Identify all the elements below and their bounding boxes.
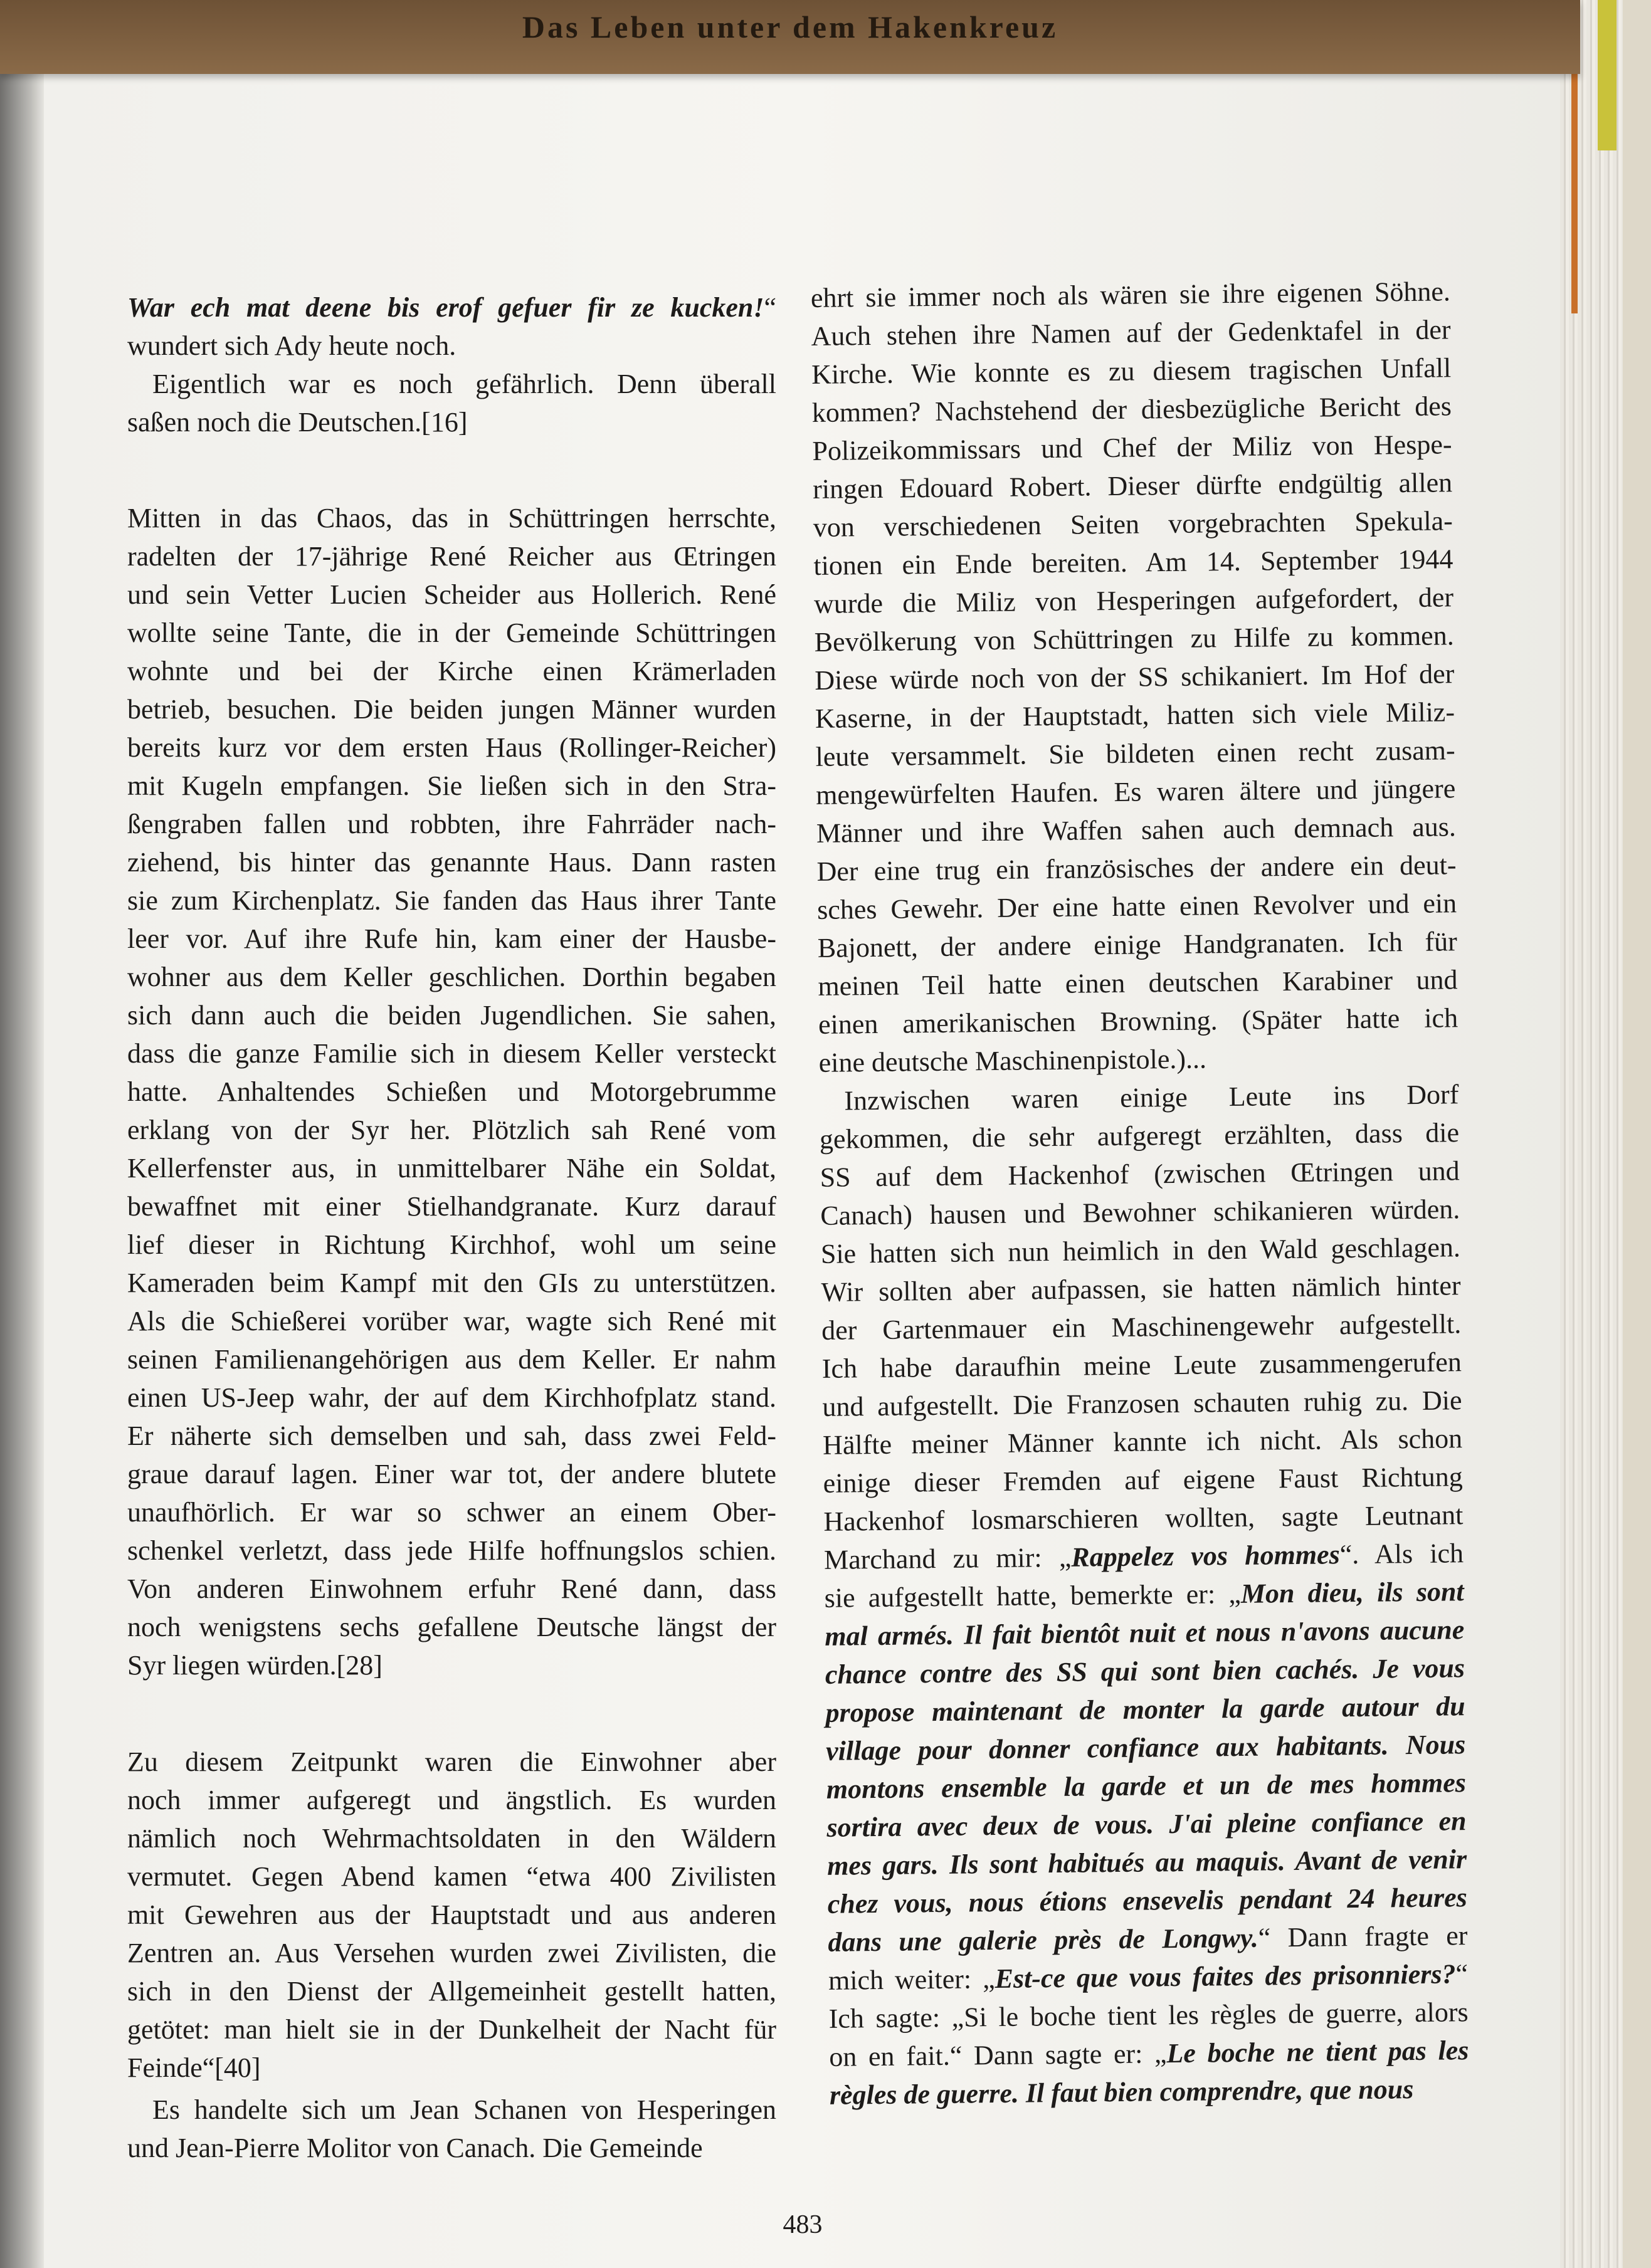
text-line	[127, 1073, 776, 1111]
text-segment: mich weiter: „	[828, 1963, 995, 1996]
text-segment: Ich sagte: „Si le boche tient les règles de guerre, alors	[828, 1997, 1469, 2034]
text-segment: graue darauf lagen. Einer war tot, der andere blutete	[127, 1459, 776, 1489]
italic-quote: Mon dieu, ils sont	[1240, 1576, 1464, 1609]
text-line	[815, 693, 1455, 738]
text-segment: Canach) hausen und Bewohner schikanieren würden.	[820, 1194, 1460, 1231]
text-line	[127, 1934, 776, 1972]
text-segment: Zu diesem Zeitpunkt waren die Einwohner aber	[127, 1746, 776, 1777]
text-segment: Kirche. Wie konnte es zu diesem tragischen Unfall	[811, 352, 1452, 390]
text-line	[814, 578, 1454, 623]
text-segment: mit Kugeln empfangen. Sie ließen sich in den Stra-	[127, 770, 776, 801]
text-line	[127, 537, 776, 575]
text-line	[820, 1190, 1460, 1235]
text-line	[127, 1781, 776, 1819]
text-segment: Kaserne, in der Hauptstadt, hatten sich viele Miliz-	[815, 696, 1455, 734]
text-segment: unaufhörlich. Er war so schwer an einem Ober-	[127, 1497, 776, 1528]
text-line	[127, 1340, 776, 1378]
text-line	[818, 999, 1458, 1044]
text-line	[827, 1878, 1467, 1923]
text-segment: bewaffnet mit einer Stielhandgranate. Kurz darauf	[127, 1191, 776, 1222]
text-line	[127, 996, 776, 1034]
text-segment: schenkel verletzt, dass jede Hilfe hoffnungslos schien.	[127, 1535, 776, 1566]
text-line	[812, 387, 1452, 432]
text-line	[127, 1857, 776, 1896]
text-segment: mit Gewehren aus der Hauptstadt und aus anderen	[127, 1899, 776, 1930]
text-line	[127, 1302, 776, 1340]
text-line	[813, 463, 1453, 508]
text-line	[127, 1493, 776, 1531]
text-segment: ringen Edouard Robert. Dieser dürfte endgültig allen	[812, 467, 1453, 505]
text-line	[127, 614, 776, 652]
text-line	[815, 731, 1455, 776]
paragraph	[127, 288, 776, 365]
text-line	[811, 310, 1451, 355]
italic-quote: propose maintenant de monter la garde autour du	[825, 1691, 1465, 1728]
text-line	[826, 1725, 1466, 1770]
paragraph	[127, 1743, 776, 2087]
paragraph	[127, 365, 776, 441]
text-line	[127, 652, 776, 690]
italic-quote: chez vous, nous étions ensevelis pendant 24 heures	[827, 1882, 1468, 1919]
text-line	[818, 960, 1458, 1005]
text-line	[827, 1840, 1467, 1885]
text-line	[127, 690, 776, 728]
chapter-title: Das Leben unter dem Hakenkreuz	[522, 9, 1058, 45]
text-line	[127, 805, 776, 843]
text-segment: getötet: man hielt sie in der Dunkelheit der Nacht für	[127, 2014, 776, 2045]
italic-quote: Le boche ne tient pas les	[1166, 2035, 1469, 2069]
text-line	[127, 1608, 776, 1646]
text-line	[811, 272, 1451, 317]
text-segment: und aufgestellt. Die Franzosen schauten ruhig zu. Die	[822, 1385, 1462, 1422]
text-line	[816, 846, 1457, 891]
text-segment: radelten der 17-jährige René Reicher aus Œtringen	[127, 541, 776, 572]
paragraph	[127, 2091, 776, 2167]
text-segment: Auch stehen ihre Namen auf der Gedenktafel in der	[811, 314, 1451, 352]
text-segment: bereits kurz vor dem ersten Haus (Rollinger-Reicher)	[127, 732, 776, 763]
page-edges	[1560, 0, 1651, 2268]
italic-quote: mes gars. Ils sont habitués au maquis. Avant de venir	[826, 1844, 1467, 1881]
paragraph	[819, 1075, 1469, 2114]
text-segment: einen US-Jeep wahr, der auf dem Kirchhofplatz stand.	[127, 1382, 776, 1413]
text-line	[127, 1972, 776, 2010]
text-segment: betrieb, besuchen. Die beiden jungen Männer wurden	[127, 694, 776, 725]
text-segment: seinen Familienangehörigen aus dem Keller. Er nahm	[127, 1344, 776, 1375]
text-line	[811, 349, 1452, 394]
text-line	[814, 616, 1454, 661]
text-segment: Polizeikommissars und Chef der Miliz von Hespe-	[812, 429, 1452, 466]
text-line	[127, 728, 776, 767]
text-line	[816, 807, 1457, 853]
text-segment: wurde die Miliz von Hesperingen aufgefordert, der	[813, 582, 1454, 619]
text-line	[127, 575, 776, 614]
italic-quote: Rappelez vos hommes	[1071, 1539, 1340, 1573]
text-segment: hatte. Anhaltendes Schießen und Motorgebrumme	[127, 1076, 776, 1107]
text-segment: Syr liegen würden.[28]	[127, 1650, 382, 1681]
text-segment: und Jean-Pierre Molitor von Canach. Die Gemeinde	[127, 2133, 703, 2163]
paragraph	[127, 499, 776, 1684]
text-line	[127, 1111, 776, 1149]
text-line	[816, 769, 1456, 814]
text-segment: der Gartenmauer ein Maschinengewehr aufgestellt.	[821, 1308, 1462, 1346]
text-segment: erklang von der Syr her. Plötzlich sah René vom	[127, 1115, 776, 1145]
text-segment: Eigentlich war es noch gefährlich. Denn überall	[152, 369, 776, 399]
text-segment: Zentren an. Aus Versehen wurden zwei Zivilisten, die	[127, 1938, 776, 1968]
text-segment: leute versammelt. Sie bildeten einen recht zusam-	[815, 735, 1455, 772]
text-segment: tionen ein Ende bereiten. Am 14. September 1944	[813, 543, 1453, 581]
text-segment: sie zum Kirchenplatz. Sie fanden das Haus ihrer Tante	[127, 885, 776, 916]
text-segment: Feinde“[40]	[127, 2052, 261, 2083]
text-line	[127, 958, 776, 996]
text-segment: meinen Teil hatte einen deutschen Karabiner und	[818, 964, 1458, 1002]
text-segment: Mitten in das Chaos, das in Schüttringen herrschte,	[127, 503, 776, 533]
text-line	[127, 365, 776, 403]
text-segment: noch wenigstens sechs gefallene Deutsche längst der	[127, 1612, 776, 1642]
text-segment: Er näherte sich demselben und sah, dass zwei Feld-	[127, 1420, 776, 1451]
text-segment: wundert sich Ady heute noch.	[127, 330, 456, 361]
text-segment: Diese würde noch von der SS schikaniert. Im Hof der	[815, 658, 1455, 696]
text-segment: nämlich noch Wehrmachtsoldaten in den Wäldern	[127, 1823, 776, 1854]
text-line	[825, 1610, 1465, 1656]
text-segment: ziehend, bis hinter das genannte Haus. Dann rasten	[127, 847, 776, 878]
text-line	[127, 1149, 776, 1187]
italic-quote: Est-ce que vous faites des prisonniers?	[994, 1958, 1456, 1995]
text-segment: von verschiedenen Seiten vorgebrachten Spekula-	[813, 505, 1453, 543]
text-line	[819, 1075, 1459, 1120]
text-segment: wohner aus dem Keller geschlichen. Dorthin begaben	[127, 962, 776, 992]
text-line	[127, 1531, 776, 1570]
text-segment: kommen? Nachstehend der diesbezügliche Bericht des	[811, 391, 1452, 428]
italic-quote: dans une galerie près de Longwy.	[828, 1922, 1259, 1958]
text-line	[127, 843, 776, 881]
text-segment: einige dieser Fremden auf eigene Faust Richtung	[823, 1461, 1463, 1499]
text-line	[127, 403, 776, 441]
text-segment: sich in den Dienst der Allgemeinheit gestellt hatten,	[127, 1976, 776, 2007]
text-line	[828, 1955, 1469, 2000]
text-segment: Hälfte meiner Männer kannte ich nicht. Als schon	[822, 1423, 1463, 1461]
italic-quote: montons ensemble la garde et un de mes hommes	[826, 1767, 1467, 1805]
text-segment: gekommen, die sehr aufgeregt erzählten, dass die	[819, 1117, 1460, 1155]
text-segment: Bajonett, der andere einige Handgranaten. Ich für	[817, 926, 1458, 963]
text-line	[829, 2031, 1469, 2076]
text-line	[822, 1381, 1462, 1426]
text-segment: Bevölkerung von Schüttringen zu Hilfe zu kommen.	[814, 620, 1454, 658]
text-line	[820, 1152, 1460, 1197]
text-segment: sches Gewehr. Der eine hatte einen Revolver und ein	[816, 888, 1457, 925]
text-line	[127, 1187, 776, 1226]
italic-quote: village pour donner confiance aux habitants. Nous	[825, 1729, 1466, 1767]
text-segment: einen amerikanischen Browning. (Später hatte ich	[818, 1002, 1458, 1040]
text-line	[818, 1037, 1458, 1082]
text-segment: leer vor. Auf ihre Rufe hin, kam einer der Hausbe-	[127, 923, 776, 954]
text-line	[127, 2129, 776, 2167]
text-segment: Inzwischen waren einige Leute ins Dorf	[844, 1079, 1459, 1116]
text-line	[127, 1034, 776, 1073]
page-number: 483	[783, 2210, 823, 2239]
text-segment: Sie hatten sich nun heimlich in den Wald geschlagen.	[820, 1232, 1461, 1269]
text-line	[822, 1343, 1462, 1388]
text-line	[812, 425, 1452, 470]
text-line	[828, 1993, 1469, 2038]
book-gutter-shadow	[0, 0, 44, 2268]
text-line	[127, 327, 776, 365]
text-segment: noch immer aufgeregt und ängstlich. Es wurden	[127, 1785, 776, 1815]
text-line	[824, 1572, 1464, 1617]
text-line	[127, 1896, 776, 1934]
text-segment: Ich habe daraufhin meine Leute zusammengerufen	[821, 1347, 1462, 1384]
text-line	[127, 1455, 776, 1493]
text-line	[127, 1743, 776, 1781]
text-segment: on en fait.“ Dann sagte er: „	[829, 2038, 1167, 2072]
text-line	[828, 1916, 1468, 1961]
text-segment: Männer und ihre Waffen sahen auch demnach aus.	[816, 811, 1457, 849]
text-line	[815, 654, 1455, 700]
text-segment: eine deutsche Maschinenpistole.)...	[818, 1043, 1207, 1078]
text-line	[823, 1457, 1463, 1503]
text-segment: Wir sollten aber aufpassen, sie hatten nämlich hinter	[821, 1270, 1461, 1308]
text-segment: Der eine trug ein französisches der andere ein deut-	[816, 849, 1457, 887]
text-line	[127, 1378, 776, 1417]
text-line	[825, 1649, 1465, 1694]
text-line	[127, 2049, 776, 2087]
text-segment: Marchand zu mir: „	[823, 1541, 1072, 1575]
text-segment: “	[1455, 1958, 1469, 1990]
text-segment: SS auf dem Hackenhof (zwischen Œtringen und	[820, 1155, 1460, 1193]
text-line	[818, 922, 1458, 967]
text-line	[825, 1687, 1465, 1732]
text-line	[823, 1496, 1464, 1541]
paragraph	[811, 272, 1458, 1082]
text-line	[813, 540, 1453, 585]
text-line	[127, 288, 776, 327]
text-segment: und sein Vetter Lucien Scheider aus Hollerich. René	[127, 579, 776, 610]
text-segment: Hackenhof losmarschieren wollten, sagte Leutnant	[823, 1499, 1464, 1537]
text-segment: Von anderen Einwohnem erfuhr René dann, dass	[127, 1573, 776, 1604]
text-segment: vermutet. Gegen Abend kamen “etwa 400 Zivilisten	[127, 1861, 776, 1892]
text-segment: Es handelte sich um Jean Schanen von Hesperingen	[152, 2094, 776, 2125]
text-line	[821, 1305, 1462, 1350]
italic-quote: mal armés. Il fait bientôt nuit et nous n'avons aucune	[825, 1614, 1465, 1652]
text-segment: sie aufgestellt hatte, bemerkte er: „	[824, 1578, 1242, 1614]
text-segment: Als die Schießerei vorüber war, wagte sich René mit	[127, 1306, 776, 1336]
text-segment: “. Als ich	[1339, 1538, 1464, 1570]
text-line	[127, 1819, 776, 1857]
text-line	[820, 1113, 1460, 1158]
text-line	[127, 1226, 776, 1264]
text-segment: wollte seine Tante, die in der Gemeinde Schüttringen	[127, 617, 776, 648]
text-line	[823, 1419, 1463, 1464]
text-line	[817, 884, 1457, 929]
text-line	[813, 501, 1453, 547]
italic-quote: chance contre des SS qui sont bien cachés. Je vous	[825, 1652, 1465, 1690]
italic-quote: War ech mat deene bis erof gefuer fir ze kucken!	[127, 292, 764, 323]
text-line	[127, 920, 776, 958]
text-segment: Kameraden beim Kampf mit den GIs zu unterstützen.	[127, 1268, 776, 1298]
text-line	[821, 1266, 1461, 1311]
text-line	[830, 2069, 1470, 2114]
text-line	[127, 1417, 776, 1455]
text-line	[127, 2091, 776, 2129]
text-segment: mengewürfelten Haufen. Es waren ältere und jüngere	[816, 773, 1456, 811]
text-line	[127, 1264, 776, 1302]
text-line	[127, 881, 776, 920]
running-header	[0, 0, 1580, 74]
text-segment: lief dieser in Richtung Kirchhof, wohl um seine	[127, 1229, 776, 1260]
text-segment: wohnte und bei der Kirche einen Krämerladen	[127, 656, 776, 686]
text-line	[127, 2010, 776, 2049]
text-line	[826, 1763, 1467, 1809]
text-segment: Kellerfenster aus, in unmittelbarer Nähe ein Soldat,	[127, 1153, 776, 1184]
text-segment: “ Dann fragte er	[1258, 1920, 1468, 1953]
italic-quote: sortira avec deux de vous. J'ai pleine confiance en	[826, 1805, 1467, 1843]
text-segment: ehrt sie immer noch als wären sie ihre eigenen Söhne.	[810, 276, 1451, 313]
text-segment: “	[764, 292, 776, 323]
text-line	[826, 1802, 1467, 1847]
text-line	[127, 499, 776, 537]
text-segment: sich dann auch die beiden Jugendlichen. Sie sahen,	[127, 1000, 776, 1031]
text-line	[127, 1570, 776, 1608]
text-segment: dass die ganze Familie sich in diesem Keller versteckt	[127, 1038, 776, 1069]
text-segment: ßengraben fallen und robbten, ihre Fahrräder nach-	[127, 809, 776, 839]
text-line	[824, 1534, 1464, 1579]
italic-quote: règles de guerre. Il faut bien comprendre, que nous	[829, 2074, 1414, 2111]
text-line	[127, 1646, 776, 1684]
text-line	[821, 1228, 1461, 1273]
text-segment: saßen noch die Deutschen.[16]	[127, 407, 468, 438]
text-line	[127, 767, 776, 805]
